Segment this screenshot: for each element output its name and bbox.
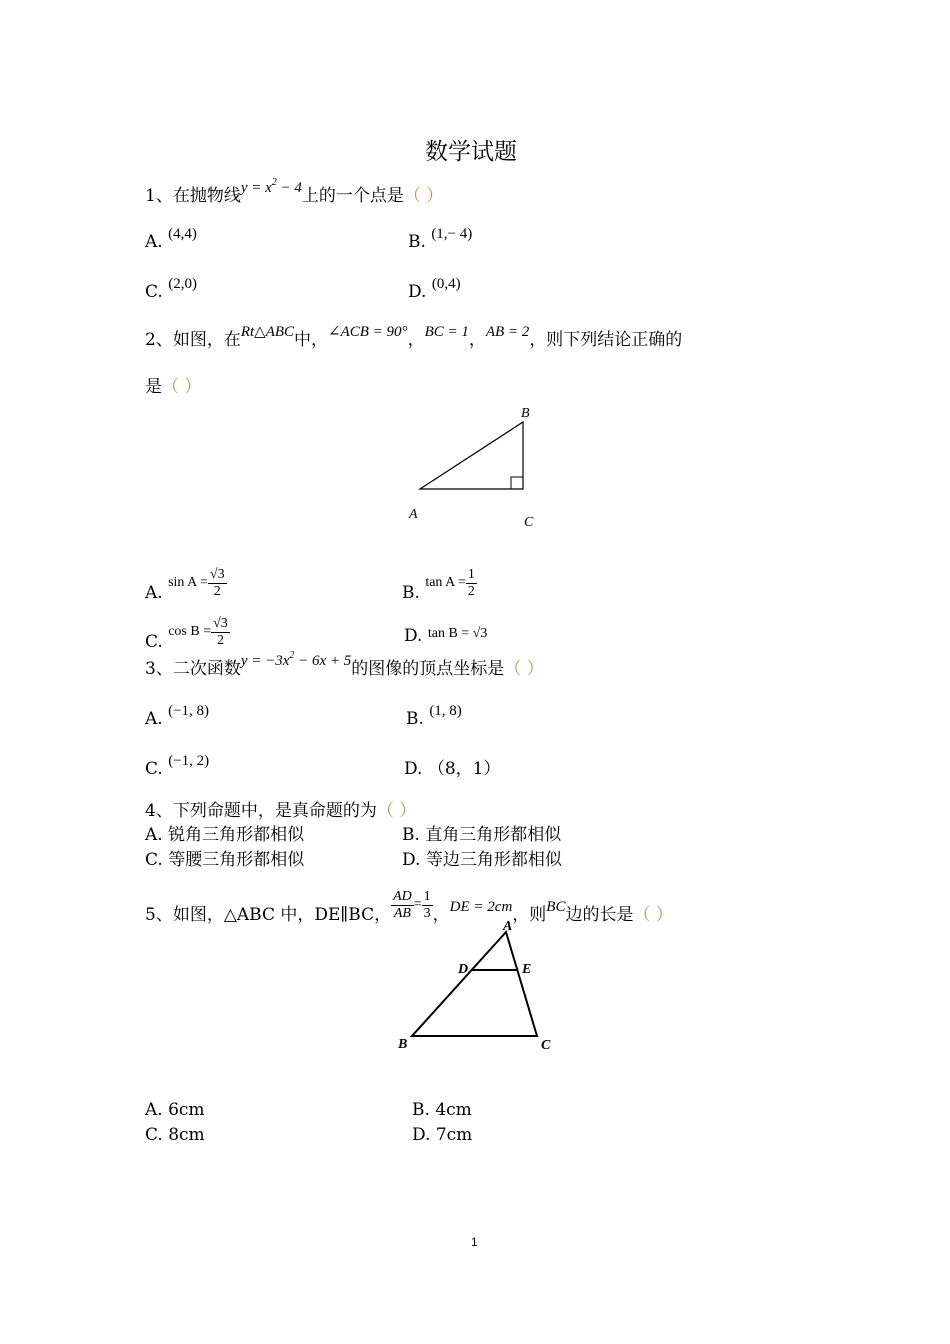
option-label: B. bbox=[412, 1100, 430, 1120]
option-value: (0,4) bbox=[431, 276, 461, 292]
fraction-num: √3 bbox=[213, 616, 228, 631]
option-label: D. bbox=[408, 282, 427, 302]
q2-option-d bbox=[404, 626, 487, 648]
question-2-line-2 bbox=[145, 377, 201, 397]
q1-formula-main: y = x bbox=[240, 180, 272, 196]
option-label: B. bbox=[402, 825, 420, 845]
q1-formula-sup: 2 bbox=[271, 177, 277, 188]
q4-text: 4、下列命题中，是真命题的为 bbox=[145, 801, 377, 821]
q5-option-b bbox=[412, 1100, 472, 1120]
q5-bc: BC bbox=[546, 899, 566, 915]
vertex-label-c: C bbox=[524, 515, 534, 530]
q2-ab: AB = 2 bbox=[485, 324, 530, 340]
q2-sep: ， bbox=[468, 330, 486, 350]
q3-option-c bbox=[145, 753, 210, 780]
fraction-num: AD bbox=[393, 889, 412, 904]
q1-answer-paren: （ ） bbox=[403, 186, 444, 206]
right-angle-mark bbox=[511, 477, 523, 489]
option-value: 锐角三角形都相似 bbox=[168, 825, 305, 845]
vertex-label-c: C bbox=[541, 1038, 551, 1053]
vertex-label-b: B bbox=[398, 1037, 408, 1052]
question-1 bbox=[145, 177, 444, 209]
option-func: cos B = bbox=[168, 624, 212, 639]
option-func: tan A = bbox=[425, 575, 466, 590]
q3-answer-paren: （ ） bbox=[504, 659, 544, 679]
q4-option-b bbox=[402, 825, 561, 845]
triangle-abc bbox=[420, 422, 523, 489]
q5-mid: ，则 bbox=[512, 905, 547, 925]
q2-bc: BC = 1 bbox=[424, 324, 469, 340]
q5-answer-paren: （ ） bbox=[633, 905, 673, 925]
q1-formula bbox=[240, 177, 302, 196]
q1-suffix: 上的一个点是 bbox=[301, 186, 404, 206]
option-value: (1,− 4) bbox=[431, 226, 473, 242]
q2-right-triangle-figure bbox=[400, 400, 550, 535]
option-value: (−1, 8) bbox=[168, 703, 210, 719]
q4-option-d bbox=[402, 850, 562, 870]
q2-option-a bbox=[145, 567, 227, 610]
point-label-e: E bbox=[522, 962, 532, 977]
q1-option-d bbox=[408, 276, 461, 303]
q3-suffix: 的图像的顶点坐标是 bbox=[351, 659, 505, 679]
q3-option-d bbox=[404, 759, 500, 779]
option-func: sin A = bbox=[168, 575, 208, 590]
option-label: A. bbox=[145, 583, 163, 603]
option-label: D. bbox=[404, 759, 423, 779]
q1-option-c bbox=[145, 276, 197, 303]
q4-answer-paren: （ ） bbox=[376, 801, 417, 821]
q2-option-c bbox=[145, 616, 230, 659]
option-label: C. bbox=[145, 282, 163, 302]
option-label: C. bbox=[145, 1125, 163, 1145]
q5-de: DE = 2cm bbox=[449, 899, 513, 915]
question-4 bbox=[145, 801, 416, 821]
q5-prefix: 5、如图，△ABC 中，DE∥BC， bbox=[145, 905, 392, 925]
q1-prefix: 1、在抛物线 bbox=[145, 186, 241, 206]
q5-sep: ， bbox=[432, 905, 450, 925]
q5-equals: = bbox=[413, 897, 422, 912]
q2-mid: 中， bbox=[294, 330, 329, 350]
option-value: (−1, 2) bbox=[168, 753, 210, 769]
q5-option-d bbox=[412, 1125, 472, 1145]
fraction-num: 1 bbox=[423, 889, 431, 904]
option-value: (2,0) bbox=[168, 276, 197, 292]
option-value: 7cm bbox=[435, 1125, 473, 1145]
q3-formula-b: − 6x + 5 bbox=[294, 653, 352, 669]
option-fraction bbox=[466, 567, 477, 600]
q1-option-b bbox=[408, 226, 473, 253]
question-3 bbox=[145, 650, 544, 682]
fraction-den: 2 bbox=[216, 633, 224, 648]
option-label: A. bbox=[145, 709, 163, 729]
fraction-num: 1 bbox=[467, 567, 475, 582]
q3-formula-a: y = −3x bbox=[240, 653, 290, 669]
q4-option-c bbox=[145, 850, 304, 870]
page-number: 1 bbox=[471, 1235, 478, 1249]
option-value: 6cm bbox=[168, 1100, 205, 1120]
question-2 bbox=[145, 324, 683, 351]
q5-option-a bbox=[145, 1100, 205, 1120]
option-label: B. bbox=[408, 232, 426, 252]
option-fraction bbox=[208, 567, 227, 600]
q5-triangle-figure bbox=[390, 915, 560, 1060]
option-value: 等边三角形都相似 bbox=[425, 850, 562, 870]
q5-option-c bbox=[145, 1125, 205, 1145]
option-value: 直角三角形都相似 bbox=[425, 825, 562, 845]
option-value: （8，1） bbox=[427, 759, 501, 779]
option-label: C. bbox=[145, 850, 163, 870]
q2-triangle: Rt△ABC bbox=[240, 324, 295, 340]
option-label: A. bbox=[145, 825, 163, 845]
q2-line2: 是 bbox=[145, 377, 162, 397]
q5-suffix: 边的长是 bbox=[565, 905, 634, 925]
option-label: A. bbox=[145, 232, 163, 252]
triangle-abc bbox=[412, 932, 537, 1036]
option-value: 8cm bbox=[168, 1125, 205, 1145]
vertex-label-b: B bbox=[521, 406, 530, 421]
q2-option-b bbox=[402, 567, 477, 610]
q2-answer-paren: （ ） bbox=[162, 377, 202, 397]
option-fraction bbox=[211, 616, 230, 649]
q1-option-a bbox=[145, 226, 197, 253]
option-value: 4cm bbox=[435, 1100, 472, 1120]
fraction-den: AB bbox=[393, 906, 411, 921]
fraction-den: 2 bbox=[213, 584, 221, 599]
q2-sep: ， bbox=[407, 330, 425, 350]
q1-formula-rest: − 4 bbox=[276, 180, 302, 196]
q2-suffix: ，则下列结论正确的 bbox=[529, 330, 683, 350]
q3-option-a bbox=[145, 703, 210, 730]
option-label: C. bbox=[145, 632, 163, 652]
option-value: 等腰三角形都相似 bbox=[168, 850, 305, 870]
page-title: 数学试题 bbox=[425, 139, 517, 165]
option-label: D. bbox=[412, 1125, 431, 1145]
vertex-label-a: A bbox=[409, 507, 418, 522]
fraction-den: 2 bbox=[467, 584, 475, 599]
option-value: (4,4) bbox=[168, 226, 197, 242]
option-label: D. bbox=[402, 850, 421, 870]
q2-angle: ∠ACB = 90° bbox=[328, 324, 408, 340]
vertex-label-a: A bbox=[503, 919, 513, 934]
q4-option-a bbox=[145, 825, 304, 845]
option-label: C. bbox=[145, 759, 163, 779]
option-label: B. bbox=[406, 709, 424, 729]
q2-prefix: 2、如图，在 bbox=[145, 330, 241, 350]
fraction-den: 3 bbox=[423, 906, 431, 921]
point-label-d: D bbox=[458, 962, 469, 977]
q3-prefix: 3、二次函数 bbox=[145, 659, 241, 679]
option-label: A. bbox=[145, 1100, 163, 1120]
fraction-num: √3 bbox=[209, 567, 225, 582]
option-value: (1, 8) bbox=[429, 703, 462, 719]
option-label: D. bbox=[404, 626, 423, 646]
q3-option-b bbox=[406, 703, 462, 730]
q3-formula-sup: 2 bbox=[289, 650, 295, 661]
q3-formula bbox=[240, 650, 352, 669]
option-label: B. bbox=[402, 583, 420, 603]
option-func: tan B = √3 bbox=[427, 626, 488, 641]
